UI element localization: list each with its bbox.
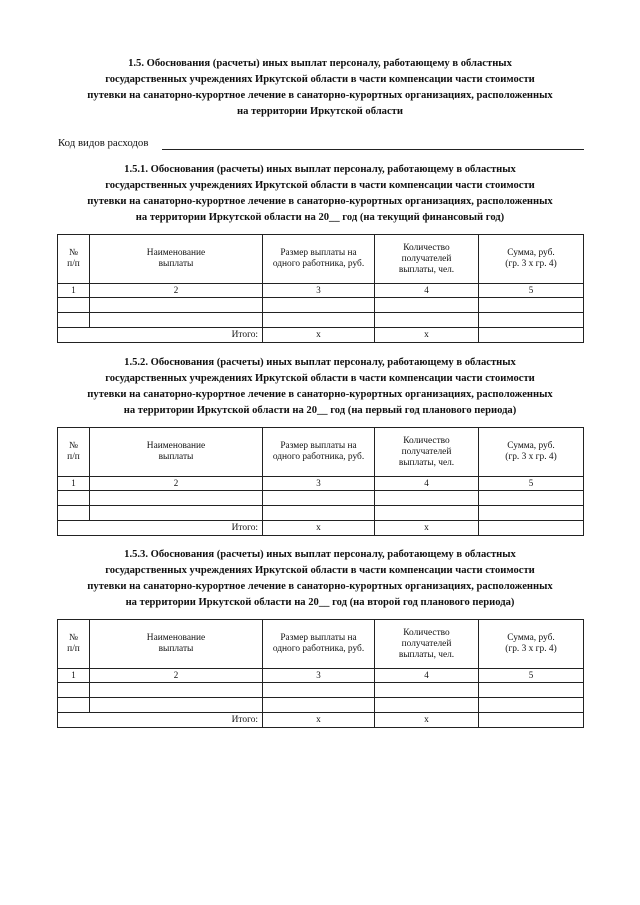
- header-cell-sum: Сумма, руб. (гр. 3 x гр. 4): [479, 235, 584, 284]
- header-cell-sum: Сумма, руб. (гр. 3 x гр. 4): [479, 428, 584, 477]
- table-cell[interactable]: [263, 683, 375, 698]
- table-cell[interactable]: [58, 298, 90, 313]
- total-cell-x: x: [375, 328, 479, 343]
- table-cell[interactable]: [58, 506, 90, 521]
- section-heading-line: 1.5.3. Обоснования (расчеты) иных выплат персоналу, работающему в областных: [124, 549, 516, 560]
- main-heading-line: путевки на санаторно-курортное лечение в санаторно-курортных организациях, расположенных: [87, 90, 553, 101]
- header-cell-sum: Сумма, руб. (гр. 3 x гр. 4): [479, 620, 584, 669]
- section-heading-line: 1.5.2. Обоснования (расчеты) иных выплат персоналу, работающему в областных: [124, 357, 516, 368]
- section-heading-line: государственных учреждениях Иркутской области в части компенсации части стоимости: [105, 373, 535, 384]
- section-heading-line: на территории Иркутской области на 20__ год (на текущий финансовый год): [135, 212, 505, 223]
- total-sum-cell[interactable]: [479, 328, 584, 343]
- section-heading-line: государственных учреждениях Иркутской области в части компенсации части стоимости: [105, 180, 535, 191]
- column-number: 2: [90, 669, 263, 683]
- calculation-table: [57, 234, 584, 343]
- column-number-row: [58, 669, 584, 683]
- table-row: [58, 683, 584, 698]
- section-heading-line: 1.5.1. Обоснования (расчеты) иных выплат персоналу, работающему в областных: [124, 164, 516, 175]
- table-cell[interactable]: [90, 491, 263, 506]
- table-cell[interactable]: [479, 698, 584, 713]
- table-cell[interactable]: [90, 506, 263, 521]
- table-cell[interactable]: [58, 313, 90, 328]
- section-heading-line: государственных учреждениях Иркутской области в части компенсации части стоимости: [105, 565, 535, 576]
- table-header-row: [58, 620, 584, 669]
- table-cell[interactable]: [375, 506, 479, 521]
- header-cell-number: № п/п: [58, 428, 90, 477]
- table-cell[interactable]: [375, 298, 479, 313]
- section-heading-line: на территории Иркутской области на 20__ год (на второй год планового периода): [125, 597, 515, 608]
- section-heading: [40, 355, 600, 419]
- table-cell[interactable]: [479, 298, 584, 313]
- column-number: 3: [263, 284, 375, 298]
- expense-code-label: Код видов расходов: [58, 137, 149, 149]
- total-label: Итого:: [58, 521, 263, 536]
- column-number: 1: [58, 284, 90, 298]
- column-number: 3: [263, 477, 375, 491]
- main-heading-line: государственных учреждениях Иркутской области в части компенсации части стоимости: [105, 74, 535, 85]
- column-number: 5: [479, 284, 584, 298]
- total-sum-cell[interactable]: [479, 713, 584, 728]
- table-cell[interactable]: [479, 506, 584, 521]
- total-row: [58, 328, 584, 343]
- header-cell-number: № п/п: [58, 235, 90, 284]
- header-cell-recipients: Количество получателей выплаты, чел.: [375, 428, 479, 477]
- total-cell-x: x: [263, 713, 375, 728]
- total-cell-x: x: [263, 328, 375, 343]
- table-row: [58, 491, 584, 506]
- table-row: [58, 313, 584, 328]
- column-number: 1: [58, 669, 90, 683]
- table-cell[interactable]: [90, 683, 263, 698]
- table-cell[interactable]: [90, 298, 263, 313]
- section-heading-line: на территории Иркутской области на 20__ год (на первый год планового периода): [123, 405, 517, 416]
- table-cell[interactable]: [58, 683, 90, 698]
- section-heading-line: путевки на санаторно-курортное лечение в санаторно-курортных организациях, расположенных: [87, 389, 553, 400]
- table-cell[interactable]: [479, 313, 584, 328]
- table-cell[interactable]: [263, 698, 375, 713]
- column-number: 5: [479, 477, 584, 491]
- table-cell[interactable]: [90, 698, 263, 713]
- table-cell[interactable]: [90, 313, 263, 328]
- total-label: Итого:: [58, 713, 263, 728]
- column-number: 2: [90, 284, 263, 298]
- header-cell-amount-per-worker: Размер выплаты на одного работника, руб.: [263, 428, 375, 477]
- header-cell-amount-per-worker: Размер выплаты на одного работника, руб.: [263, 620, 375, 669]
- column-number: 4: [375, 477, 479, 491]
- calculation-table: [57, 619, 584, 728]
- main-heading: [40, 56, 600, 120]
- calculation-table: [57, 427, 584, 536]
- column-number: 3: [263, 669, 375, 683]
- table-cell[interactable]: [263, 298, 375, 313]
- expense-code-field[interactable]: [162, 149, 584, 150]
- header-cell-name: Наименование выплаты: [90, 235, 263, 284]
- table-cell[interactable]: [58, 698, 90, 713]
- table-row: [58, 698, 584, 713]
- total-cell-x: x: [375, 713, 479, 728]
- table-header-row: [58, 235, 584, 284]
- total-sum-cell[interactable]: [479, 521, 584, 536]
- column-number: 4: [375, 284, 479, 298]
- column-number-row: [58, 284, 584, 298]
- total-cell-x: x: [375, 521, 479, 536]
- table-row: [58, 298, 584, 313]
- main-heading-line: 1.5. Обоснования (расчеты) иных выплат персоналу, работающему в областных: [128, 58, 512, 69]
- header-cell-amount-per-worker: Размер выплаты на одного работника, руб.: [263, 235, 375, 284]
- section-heading-line: путевки на санаторно-курортное лечение в санаторно-курортных организациях, расположенных: [87, 581, 553, 592]
- total-cell-x: x: [263, 521, 375, 536]
- table-cell[interactable]: [375, 698, 479, 713]
- table-cell[interactable]: [375, 313, 479, 328]
- main-heading-line: на территории Иркутской области: [237, 106, 403, 117]
- table-cell[interactable]: [375, 491, 479, 506]
- table-cell[interactable]: [263, 506, 375, 521]
- total-row: [58, 521, 584, 536]
- section-heading: [40, 547, 600, 611]
- expense-code-row: [58, 135, 584, 153]
- header-cell-recipients: Количество получателей выплаты, чел.: [375, 235, 479, 284]
- table-cell[interactable]: [375, 683, 479, 698]
- table-header-row: [58, 428, 584, 477]
- table-cell[interactable]: [263, 313, 375, 328]
- header-cell-name: Наименование выплаты: [90, 428, 263, 477]
- header-cell-recipients: Количество получателей выплаты, чел.: [375, 620, 479, 669]
- section-heading: [40, 162, 600, 226]
- column-number: 2: [90, 477, 263, 491]
- table-cell[interactable]: [479, 491, 584, 506]
- header-cell-name: Наименование выплаты: [90, 620, 263, 669]
- column-number: 4: [375, 669, 479, 683]
- total-row: [58, 713, 584, 728]
- total-label: Итого:: [58, 328, 263, 343]
- column-number: 5: [479, 669, 584, 683]
- table-cell[interactable]: [58, 491, 90, 506]
- table-cell[interactable]: [479, 683, 584, 698]
- table-cell[interactable]: [263, 491, 375, 506]
- table-row: [58, 506, 584, 521]
- column-number-row: [58, 477, 584, 491]
- header-cell-number: № п/п: [58, 620, 90, 669]
- column-number: 1: [58, 477, 90, 491]
- section-heading-line: путевки на санаторно-курортное лечение в санаторно-курортных организациях, расположенных: [87, 196, 553, 207]
